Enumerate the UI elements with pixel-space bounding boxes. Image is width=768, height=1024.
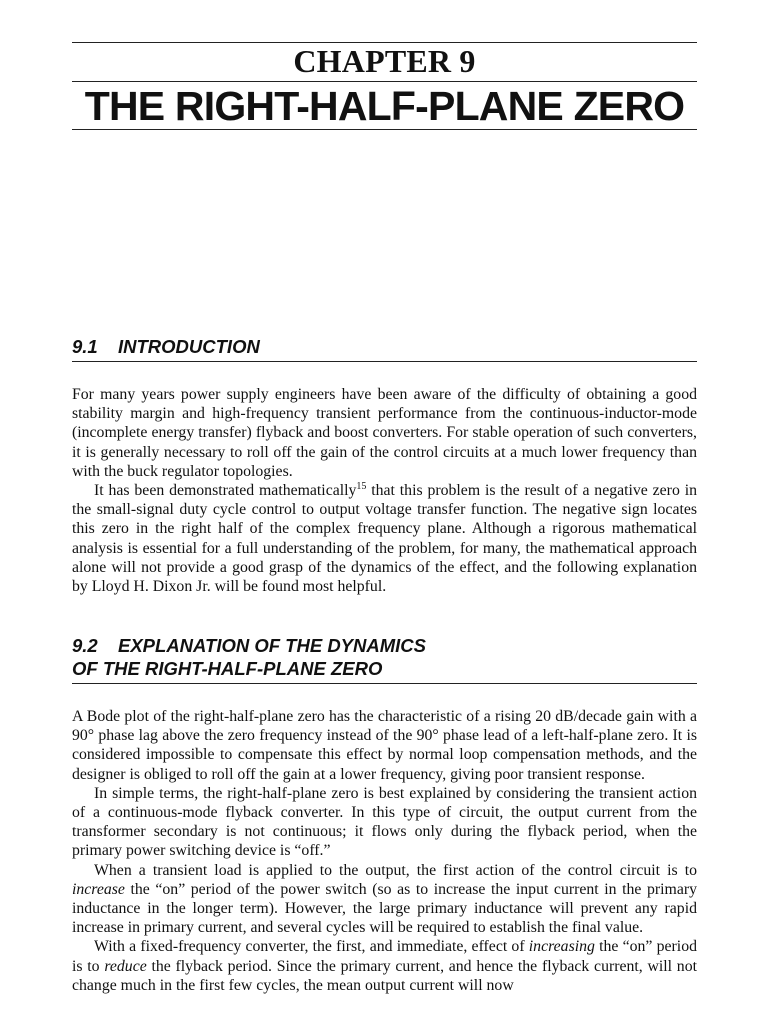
chapter-label: CHAPTER 9	[293, 43, 476, 79]
paragraph: A Bode plot of the right-half-plane zero has the characteristic of a rising 20 dB/decade gain with a 90° phase lag above the zero frequency instead of the 90° phase lead of a left-half-plane zero. It is considered impossible to compensate this effect by normal loop compensation methods, and the designer is obliged to roll off the gain at a lower frequency, giving poor transient response.	[72, 708, 697, 783]
paragraph: It has been demonstrated mathematically$^{15}$ that this problem is the result of a negative zero in the small-signal duty cycle control to output voltage transfer function. The negative sign locates this zero in the right half of the complex frequency plane. Although a rigorous mathematical analysis is essential for a full understanding of the problem, for many, the mathematical approach alone will not provide a good grasp of the dynamics of the effect, and the following explanation by Lloyd H. Dixon Jr. will be found most helpful.	[72, 481, 697, 596]
chapter-title: THE RIGHT-HALF-PLANE ZERO	[84, 83, 685, 129]
section-9-2-body	[72, 707, 697, 995]
paragraph: In simple terms, the right-half-plane zero is best explained by considering the transient action of a continuous-mode flyback converter. In this type of circuit, the output current from the transformer secondary is not continuous; it flows only during the flyback period, when the primary power switching device is “off.”	[72, 784, 697, 860]
section-9-1-body	[72, 385, 697, 596]
section-heading-9-1	[72, 335, 697, 358]
section-title-line2: OF THE RIGHT-HALF-PLANE ZERO	[72, 658, 383, 679]
title-rule	[72, 129, 697, 130]
section-rule	[72, 683, 697, 684]
section-rule	[72, 361, 697, 362]
section-number: 9.2	[72, 635, 98, 656]
section-heading-9-2	[72, 634, 697, 680]
section-title: INTRODUCTION	[118, 336, 260, 357]
reference-number: 15	[356, 481, 367, 493]
paragraph: For many years power supply engineers have been aware of the difficulty of obtaining a good stability margin and high-frequency transient performance from the continuous-inductor-mode (incomplete energy transfer) flyback and boost converters. For stable operation of such converters, it is generally necessary to roll off the gain of the control circuits at a much lower frequency than with the buck regulator topologies.	[72, 386, 697, 480]
paragraph: With a fixed-frequency converter, the first, and immediate, effect of increasing the “on” period is to reduce the flyback period. Since the primary current, and hence the flyback current, will not change much in the first few cycles, the mean output current will now	[72, 938, 697, 994]
section-number: 9.1	[72, 336, 98, 357]
section-title: EXPLANATION OF THE DYNAMICS	[118, 635, 426, 656]
paragraph: When a transient load is applied to the output, the first action of the control circuit is to increase the “on” period of the power switch (so as to increase the input current in the primary inductance in the longer term). However, the large primary inductance will prevent any rapid increase in primary current, and several cycles will be required to establish the final value.	[72, 861, 697, 937]
